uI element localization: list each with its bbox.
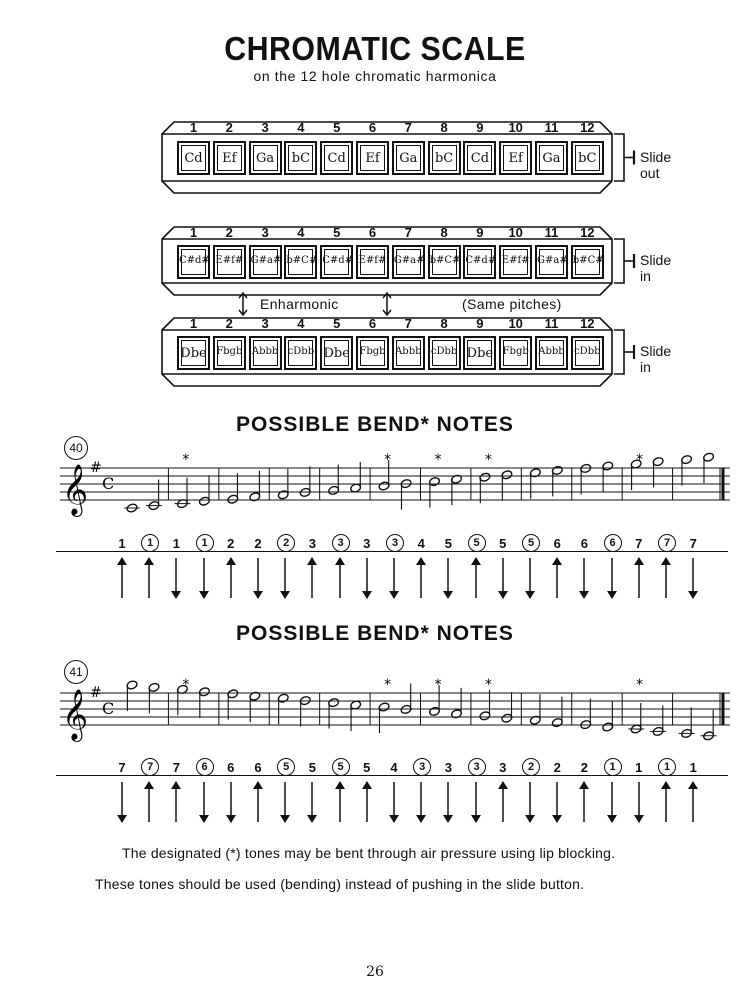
bend-star-icon: *: [182, 677, 190, 693]
hole-number: 9: [476, 225, 484, 240]
hole-notes: Dbe: [323, 346, 350, 361]
hole-number: 6: [368, 120, 377, 135]
tab-hole-circled: 3: [413, 758, 431, 776]
hole-number: 6: [368, 316, 377, 331]
blow-arrow-up-icon: [415, 556, 427, 600]
harmonica-hole: [535, 336, 568, 370]
hole-number: 8: [440, 225, 448, 240]
harmonica-hole: [499, 141, 532, 175]
draw-arrow-down-icon: [606, 556, 618, 600]
blow-arrow-up-icon: [687, 780, 699, 824]
music-staff-2: [60, 665, 730, 755]
tab-hole: 5: [308, 760, 316, 775]
harmonica-hole: [249, 336, 282, 370]
harmonica-hole: [571, 245, 604, 279]
hole-notes: cDbb: [574, 346, 601, 357]
hole-notes: Fbgb: [216, 346, 243, 357]
draw-arrow-down-icon: [198, 556, 210, 600]
hole-number: 5: [333, 120, 341, 135]
hole-notes: bC: [434, 151, 454, 166]
tab-hole-circled: 6: [196, 758, 214, 776]
harmonica-hole: [428, 245, 461, 279]
hole-number: 5: [333, 316, 341, 331]
harmonica-slide-out: [160, 120, 672, 195]
tab-hole-circled: 5: [277, 758, 295, 776]
blow-arrow-up-icon: [306, 556, 318, 600]
draw-arrow-down-icon: [497, 556, 509, 600]
page-title: CHROMATIC SCALE: [224, 30, 526, 67]
tab-hole: 3: [444, 760, 452, 775]
footer-line-1: The designated (*) tones may be bent through air pressure using lip blocking.: [122, 845, 616, 861]
hole-notes: Abbb: [251, 346, 279, 357]
harmonica-hole: [284, 336, 317, 370]
hole-number: 11: [544, 120, 559, 135]
hole-notes: Ef: [365, 151, 380, 166]
blow-arrow-up-icon: [252, 780, 264, 824]
tab-hole-circled: 3: [468, 758, 486, 776]
hole-notes: cDbb: [287, 346, 315, 357]
footer-line-2: These tones should be used (bending) instead of pushing in the slide button.: [95, 876, 585, 892]
hole-notes: C#d#: [465, 255, 497, 266]
harmonica-hole: [571, 336, 604, 370]
harmonica-hole: [535, 245, 568, 279]
harmonica-hole: [177, 245, 210, 279]
hole-notes: Abbb: [538, 346, 565, 357]
draw-arrow-down-icon: [388, 556, 400, 600]
draw-arrow-down-icon: [252, 556, 264, 600]
harmonica-slide-in-sharps: [160, 225, 672, 297]
hole-number: 7: [404, 316, 412, 331]
hole-notes: C#d#: [322, 255, 353, 266]
time-signature: C: [102, 474, 115, 493]
bend-star-icon: *: [484, 677, 492, 693]
key-signature: #: [90, 685, 102, 701]
enharmonic-arrow-left-icon: [238, 292, 248, 320]
tab-hole-circled: 3: [332, 534, 350, 552]
hole-notes: G#a#: [393, 255, 425, 266]
hole-notes: G#a#: [250, 255, 282, 266]
draw-arrow-down-icon: [442, 780, 454, 824]
tab-hole: 7: [118, 760, 126, 775]
same-pitches-label: (Same pitches): [462, 296, 562, 312]
draw-arrow-down-icon: [388, 780, 400, 824]
harmonica-slide-in-flats: [160, 316, 672, 388]
page-number: 26: [366, 964, 384, 980]
draw-arrow-down-icon: [633, 780, 645, 824]
enharmonic-arrow-right-icon: [382, 292, 392, 320]
blow-arrow-up-icon: [470, 556, 482, 600]
page-subtitle: on the 12 hole chromatic harmonica: [253, 68, 497, 84]
tab-hole-circled: 1: [196, 534, 214, 552]
tab-hole: 4: [390, 760, 398, 775]
key-signature: #: [90, 460, 102, 476]
hole-number: 2: [225, 225, 233, 240]
slide-label: Slide out: [640, 148, 672, 181]
blow-arrow-up-icon: [334, 556, 346, 600]
hole-notes: bC: [291, 151, 311, 166]
harmonica-hole: [213, 141, 246, 175]
harmonica-hole: [428, 141, 461, 175]
tab-hole-circled: 2: [522, 758, 540, 776]
hole-number: 11: [544, 316, 559, 331]
tab-hole: 4: [417, 536, 425, 551]
draw-arrow-down-icon: [470, 780, 482, 824]
tab-hole: 1: [118, 536, 126, 551]
hole-notes: b#C#: [572, 255, 604, 266]
blow-arrow-up-icon: [143, 556, 155, 600]
bend-star-icon: *: [384, 677, 392, 693]
tab-hole: 2: [227, 536, 235, 551]
harmonica-hole: [463, 245, 496, 279]
tab-hole-circled: 5: [522, 534, 540, 552]
harmonica-hole: [213, 245, 246, 279]
draw-arrow-down-icon: [606, 780, 618, 824]
hole-notes: Dbe: [466, 346, 494, 361]
hole-number: 1: [189, 120, 198, 135]
blow-arrow-up-icon: [170, 780, 182, 824]
tab-hole: 6: [254, 760, 262, 775]
blow-arrow-up-icon: [633, 556, 645, 600]
hole-number: 10: [508, 316, 523, 331]
draw-arrow-down-icon: [306, 780, 318, 824]
blow-arrow-up-icon: [225, 556, 237, 600]
tab-hole: 7: [172, 760, 180, 775]
hole-notes: Cd: [327, 151, 346, 166]
hole-notes: Dbe: [180, 346, 207, 361]
hole-number: 4: [297, 225, 305, 240]
draw-arrow-down-icon: [551, 780, 563, 824]
harmonica-hole: [213, 336, 246, 370]
hole-notes: E#f#: [358, 255, 387, 266]
blow-arrow-up-icon: [116, 556, 128, 600]
treble-clef-icon: 𝄞: [62, 689, 89, 740]
hole-number: 8: [440, 120, 448, 135]
tab-hole-circled: 2: [277, 534, 295, 552]
bend-star-icon: *: [434, 452, 442, 468]
hole-notes: bC: [578, 151, 597, 166]
tab-row-1: [64, 536, 720, 616]
hole-number: 10: [508, 225, 523, 240]
harmonica-hole: [284, 245, 317, 279]
draw-arrow-down-icon: [687, 556, 699, 600]
harmonica-hole: [392, 245, 425, 279]
hole-number: 1: [189, 316, 198, 331]
hole-notes: Ef: [222, 151, 237, 166]
tab-hole-circled: 1: [658, 758, 676, 776]
harmonica-hole: [356, 245, 389, 279]
tab-hole-circled: 3: [386, 534, 404, 552]
hole-number: 5: [333, 225, 341, 240]
harmonica-hole: [392, 336, 425, 370]
hole-notes: Ga: [542, 151, 561, 166]
slide-label: Slide in: [640, 343, 672, 375]
bend-star-icon: *: [636, 677, 644, 693]
enharmonic-label: Enharmonic: [260, 296, 339, 312]
draw-arrow-down-icon: [279, 556, 291, 600]
bend-star-icon: *: [636, 452, 644, 468]
bend-star-icon: *: [384, 452, 392, 468]
harmonica-hole: [356, 336, 389, 370]
blow-arrow-up-icon: [143, 780, 155, 824]
harmonica-hole: [320, 141, 353, 175]
tab-hole: 3: [363, 536, 371, 551]
tab-hole: 6: [580, 536, 588, 551]
tab-hole: 5: [363, 760, 371, 775]
bend-star-icon: *: [182, 452, 190, 468]
tab-hole: 5: [444, 536, 452, 551]
hole-number: 9: [476, 120, 484, 135]
hole-notes: b#C#: [286, 255, 318, 266]
bend-star-icon: *: [484, 452, 492, 468]
bend-notes-title-2: POSSIBLE BEND* NOTES: [236, 622, 514, 645]
tab-hole: 3: [499, 760, 507, 775]
example-number-40: 40: [64, 436, 88, 460]
hole-notes: G#a#: [537, 255, 568, 266]
hole-number: 12: [580, 120, 595, 135]
hole-notes: Fbgb: [502, 346, 529, 357]
hole-notes: Ga: [256, 151, 275, 166]
draw-arrow-down-icon: [361, 556, 373, 600]
bend-notes-title-1: POSSIBLE BEND* NOTES: [236, 413, 514, 436]
harmonica-hole: [249, 141, 282, 175]
harmonica-hole: [356, 141, 389, 175]
hole-number: 3: [261, 225, 269, 240]
tab-hole: 7: [635, 536, 643, 551]
tab-hole: 6: [553, 536, 561, 551]
harmonica-hole: [320, 336, 353, 370]
harmonica-hole: [428, 336, 461, 370]
tab-hole: 3: [308, 536, 316, 551]
blow-arrow-up-icon: [361, 780, 373, 824]
hole-number: 3: [261, 316, 269, 331]
hole-notes: E#f#: [501, 255, 530, 266]
blow-arrow-up-icon: [497, 780, 509, 824]
hole-number: 3: [261, 120, 269, 135]
hole-notes: Ga: [399, 151, 418, 166]
time-signature: C: [102, 699, 115, 718]
hole-number: 7: [404, 225, 412, 240]
harmonica-hole: [571, 141, 604, 175]
tab-hole: 5: [499, 536, 507, 551]
hole-notes: Ef: [508, 151, 523, 166]
draw-arrow-down-icon: [116, 780, 128, 824]
hole-number: 12: [580, 316, 595, 331]
harmonica-hole: [392, 141, 425, 175]
harmonica-hole: [284, 141, 317, 175]
blow-arrow-up-icon: [578, 780, 590, 824]
blow-arrow-up-icon: [334, 780, 346, 824]
harmonica-hole: [463, 336, 496, 370]
draw-arrow-down-icon: [279, 780, 291, 824]
harmonica-hole: [535, 141, 568, 175]
draw-arrow-down-icon: [415, 780, 427, 824]
hole-number: 8: [440, 316, 448, 331]
hole-notes: C#d#: [179, 255, 210, 266]
harmonica-hole: [499, 336, 532, 370]
hole-notes: b#C#: [429, 255, 461, 266]
hole-notes: E#f#: [215, 255, 244, 266]
hole-number: 12: [580, 225, 595, 240]
draw-arrow-down-icon: [524, 780, 536, 824]
hole-notes: Cd: [184, 151, 203, 166]
tab-hole-circled: 6: [604, 534, 622, 552]
hole-notes: Cd: [470, 151, 490, 166]
harmonica-hole: [463, 141, 496, 175]
hole-notes: Fbgb: [359, 346, 386, 357]
draw-arrow-down-icon: [442, 556, 454, 600]
blow-arrow-up-icon: [551, 556, 563, 600]
hole-number: 7: [404, 120, 412, 135]
harmonica-hole: [177, 336, 210, 370]
draw-arrow-down-icon: [198, 780, 210, 824]
tab-hole: 1: [172, 536, 180, 551]
bend-star-icon: *: [434, 677, 442, 693]
hole-notes: cDbb: [430, 346, 458, 357]
tab-hole: 2: [553, 760, 561, 775]
slide-label: Slide in: [640, 252, 672, 284]
hole-notes: Abbb: [395, 346, 422, 357]
harmonica-hole: [499, 245, 532, 279]
blow-arrow-up-icon: [660, 780, 672, 824]
tab-baseline: [56, 775, 728, 776]
tab-hole: 2: [254, 536, 262, 551]
harmonica-hole: [320, 245, 353, 279]
hole-number: 1: [189, 225, 198, 240]
draw-arrow-down-icon: [225, 780, 237, 824]
draw-arrow-down-icon: [524, 556, 536, 600]
hole-number: 4: [297, 120, 305, 135]
hole-number: 6: [368, 225, 377, 240]
tab-hole: 7: [689, 536, 697, 551]
treble-clef-icon: 𝄞: [62, 464, 89, 515]
hole-number: 9: [476, 316, 484, 331]
blow-arrow-up-icon: [660, 556, 672, 600]
music-staff-1: [60, 440, 730, 530]
tab-hole-circled: 1: [604, 758, 622, 776]
harmonica-hole: [177, 141, 210, 175]
harmonica-hole: [249, 245, 282, 279]
tab-hole-circled: 5: [332, 758, 350, 776]
tab-hole-circled: 1: [141, 534, 159, 552]
hole-number: 4: [297, 316, 305, 331]
tab-hole-circled: 7: [141, 758, 159, 776]
tab-hole-circled: 7: [658, 534, 676, 552]
draw-arrow-down-icon: [170, 556, 182, 600]
draw-arrow-down-icon: [578, 556, 590, 600]
tab-hole: 1: [689, 760, 697, 775]
example-number-41: 41: [64, 660, 88, 684]
tab-hole: 2: [580, 760, 588, 775]
hole-number: 2: [225, 316, 233, 331]
hole-number: 2: [225, 120, 233, 135]
hole-number: 11: [544, 225, 559, 240]
tab-row-2: [64, 760, 720, 840]
tab-hole-circled: 5: [468, 534, 486, 552]
tab-hole: 1: [635, 760, 643, 775]
hole-number: 10: [508, 120, 523, 135]
tab-hole: 6: [227, 760, 235, 775]
